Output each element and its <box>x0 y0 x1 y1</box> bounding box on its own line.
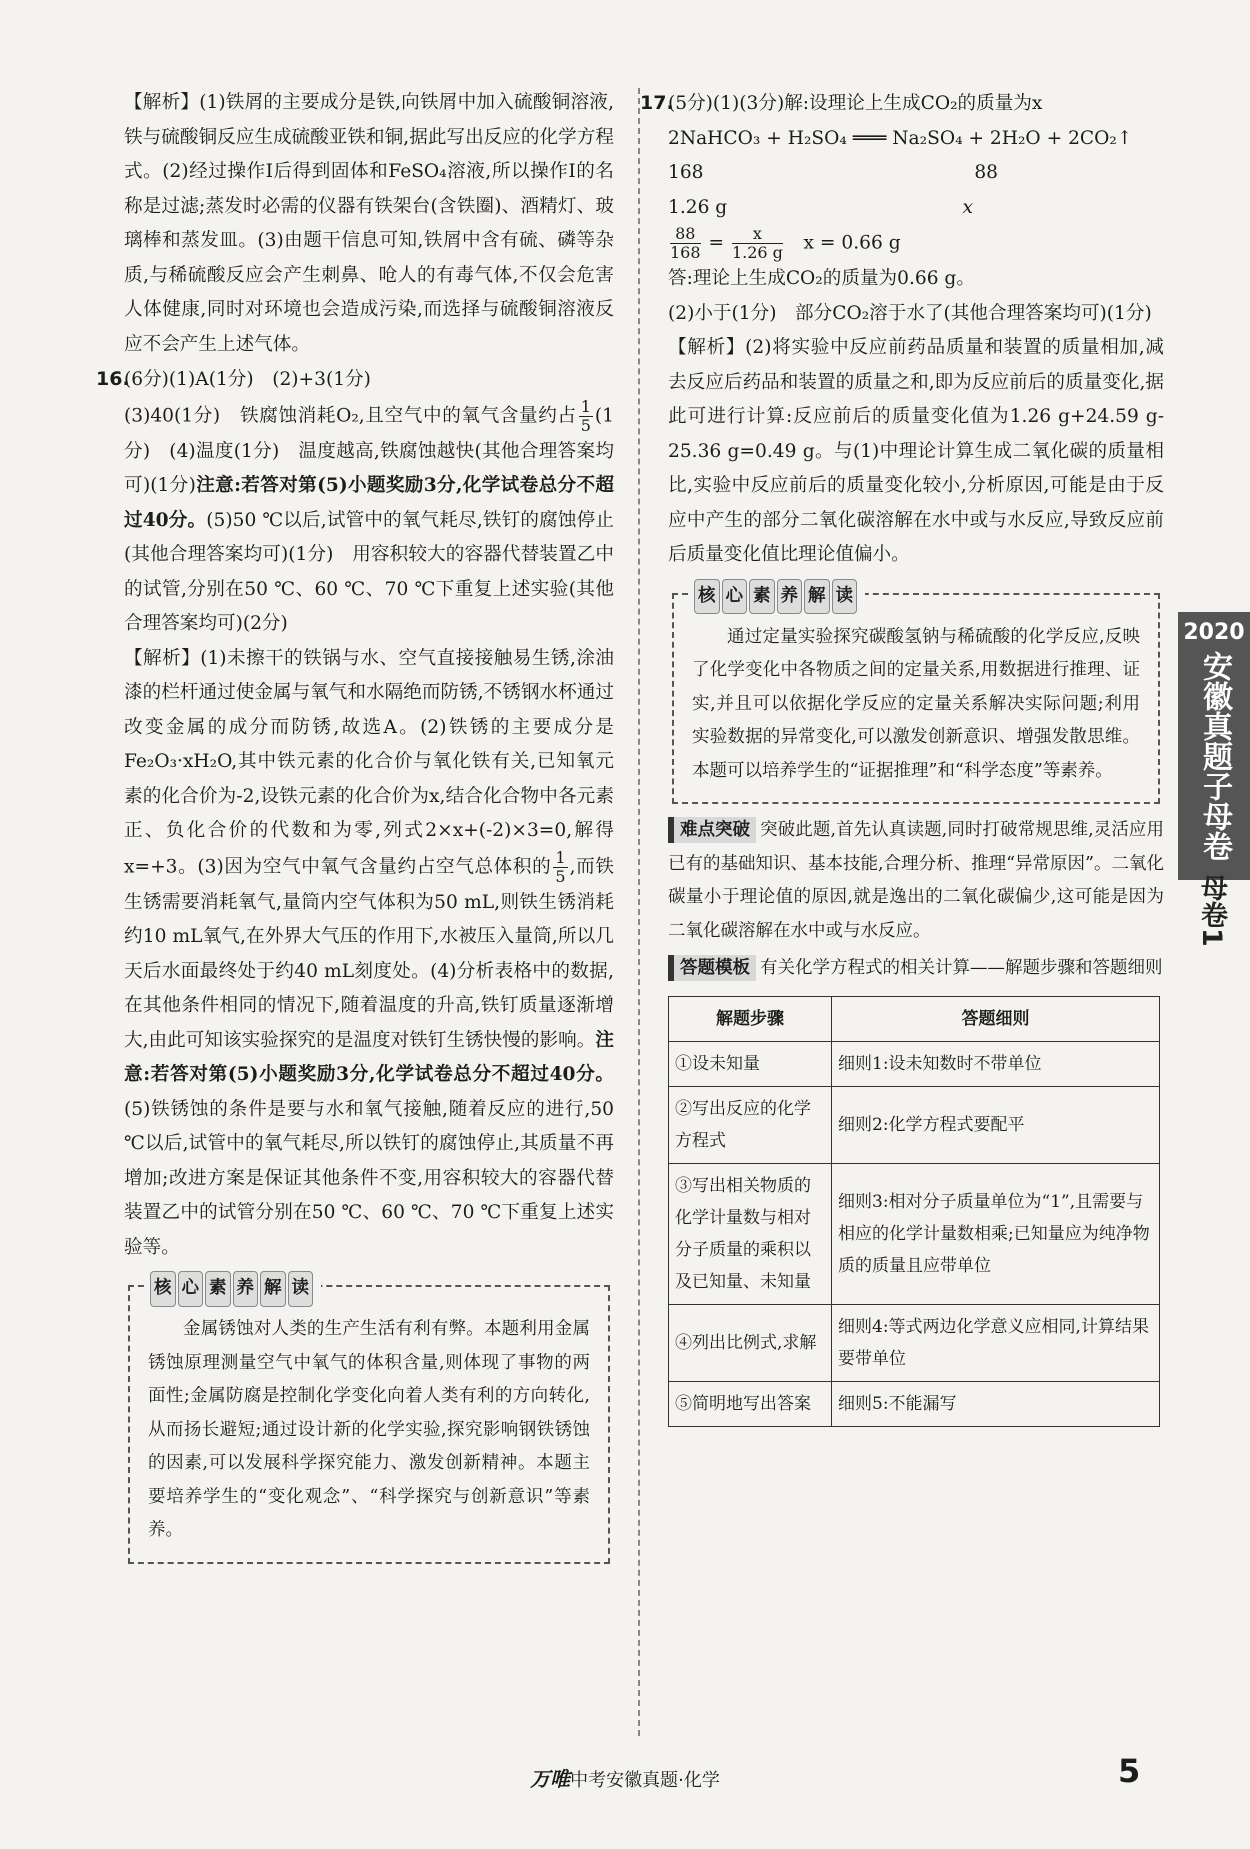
table-row <box>669 1304 1160 1381</box>
mass-row <box>668 156 998 191</box>
analysis-q16 <box>124 642 614 1266</box>
solution-steps-table <box>668 996 1160 1427</box>
equation-equals: ═══ <box>852 127 887 149</box>
ratio-left-num: 88 <box>670 225 701 244</box>
ratio-right <box>732 225 783 262</box>
table-header: 答题细则 <box>832 996 1160 1041</box>
mass-co2: 88 <box>974 162 998 183</box>
sidebar-year: 2020 <box>1183 620 1245 645</box>
page-number: 5 <box>1118 1752 1141 1790</box>
value-row <box>668 191 973 226</box>
difficulty-text: 突破此题,首先认真读题,同时打破常规思维,灵活应用已有的基础知识、基本技能,合理分析、推理“异常原因”。二氧化碳量小于理论值的原因,就是逸出的二氧化碳偏少,这可能是因为二氧化碳溶解在水中或与水反应。 <box>668 820 1164 941</box>
fraction-numerator: 1 <box>580 396 591 416</box>
difficulty-tag: 难点突破 <box>668 817 756 843</box>
q17-part-b: (2)小于(1分) 部分CO₂溶于水了(其他合理答案均可)(1分) <box>668 302 1152 324</box>
left-column <box>96 86 615 1574</box>
sidebar-tab <box>1178 612 1250 880</box>
title-char: 读 <box>832 579 858 615</box>
bonus-note-1: 注意:若答对第(5)小题奖励3分,化学试卷总分不超过40分。 <box>124 475 615 531</box>
value-unknown: x <box>962 196 973 218</box>
sidebar-title: 安徽真题子母卷 <box>1197 651 1232 861</box>
title-char: 解 <box>804 579 830 615</box>
equation-products: Na₂SO₄ + 2H₂O + 2CO₂↑ <box>892 127 1133 149</box>
ratio-right-den: 1.26 g <box>731 243 783 262</box>
analysis-q16-b: ,而铁生锈需要消耗氧气,量筒内空气体积为50 mL,则铁生锈消耗约10 mL氧气,在外界大气压的作用下,水被压入量筒,所以几天后水面最终处于约40 mL刻度处。(4)分析表格中的数据,在其他条件相同的情况下,随着温度的升高,铁钉质量逐渐增大,由此可知该实验探究的是温度对铁钉生锈快慢的影响。 <box>124 856 614 1051</box>
table-cell: ①设未知量 <box>669 1041 832 1086</box>
mass-nahco3: 168 <box>668 162 704 183</box>
core-literacy-box-left <box>128 1278 610 1564</box>
table-cell: 细则3:相对分子质量单位为“1”,且需要与相应的化学计量数相乘;已知量应为纯净物质的质量且应带单位 <box>832 1163 1160 1304</box>
q16-answer <box>96 362 614 398</box>
ratio-result: x = 0.66 g <box>803 232 901 254</box>
table-cell: 细则1:设未知数时不带单位 <box>832 1041 1160 1086</box>
fraction-one-fifth <box>579 398 593 435</box>
title-char: 养 <box>777 579 803 615</box>
title-char: 核 <box>694 579 720 615</box>
footer-brand: 万唯 <box>530 1767 571 1791</box>
q16-part-a: (6分)(1)A(1分) (2)+3(1分) <box>124 369 371 390</box>
title-char: 养 <box>233 1271 259 1307</box>
template-section <box>668 952 1164 986</box>
q17-conclusion: 答:理论上生成CO₂的质量为0.66 g。 <box>668 268 975 289</box>
title-char: 素 <box>749 579 775 615</box>
chemical-equation <box>668 122 1164 157</box>
ratio-left-den: 168 <box>670 243 701 262</box>
title-char: 核 <box>150 1271 176 1307</box>
table-cell: 细则2:化学方程式要配平 <box>832 1086 1160 1163</box>
table-row <box>669 1086 1160 1163</box>
q17-answer <box>640 86 1164 122</box>
core-literacy-text: 通过定量实验探究碳酸氢钠与稀硫酸的化学反应,反映了化学变化中各物质之间的定量关系,用数据进行推理、证实,并且可以依据化学反应的定量关系解决实际问题;利用实验数据的异常变化,可以激发创新意识、增强发散思维。本题可以培养学生的“证据推理”和“科学态度”等素养。 <box>692 626 1140 781</box>
template-text: 有关化学方程式的相关计算——解题步骤和答题细则 <box>760 958 1163 978</box>
difficulty-section <box>668 814 1164 948</box>
sidebar-subtitle: 母卷1 <box>1196 874 1227 947</box>
column-divider <box>638 88 640 1736</box>
core-literacy-title <box>688 579 865 615</box>
fraction-one-fifth-2 <box>553 849 567 886</box>
table-cell: ④列出比例式,求解 <box>669 1304 832 1381</box>
table-cell: 细则5:不能漏写 <box>832 1381 1160 1426</box>
fraction-denominator: 5 <box>555 866 566 886</box>
q16-part-b: (3)40(1分) 铁腐蚀消耗O₂,且空气中的氧气含量约占 <box>124 405 577 426</box>
table-cell: ③写出相关物质的化学计量数与相对分子质量的乘积以及已知量、未知量 <box>669 1163 832 1304</box>
q17-part-a: (5分)(1)(3分)解:设理论上生成CO₂的质量为x <box>668 93 1043 114</box>
analysis-q16-a: 【解析】(1)未擦干的铁锅与水、空气直接接触易生锈,涂油漆的栏杆通过使金属与氧气和水隔绝而防锈,不锈钢水杯通过改变金属的成分而防锈,故选A。(2)铁锈的主要成分是Fe₂O₃·xH₂O,其中铁元素的化合价与氧化铁有关,已知氧元素的化合价为-2,设铁元素的化合价为x,结合化合物中各元素正、负化合价的代数和为零,列式2×x+(-2)×3=0,解得x=+3。(3)因为空气中氧气含量约占空气总体积的 <box>124 647 614 877</box>
footer-text: 中考安徽真题·化学 <box>570 1770 720 1791</box>
ratio-right-num: x <box>732 225 783 244</box>
table-row <box>669 1381 1160 1426</box>
q17-number: 17. <box>640 92 674 114</box>
template-tag: 答题模板 <box>668 955 756 981</box>
table-row <box>669 1163 1160 1304</box>
right-column <box>640 86 1164 1427</box>
analysis-q16-c: (5)铁锈蚀的条件是要与水和氧气接触,随着反应的进行,50 ℃以后,试管中的氧气耗尽,所以铁钉的腐蚀停止,其质量不再增加;改进方案是保证其他条件不变,用容积较大的容器代替装置乙中的试管分别在50 ℃、60 ℃、70 ℃下重复上述实验等。 <box>124 1098 614 1258</box>
equation-reactants: 2NaHCO₃ + H₂SO₄ <box>668 127 847 149</box>
fraction-denominator: 5 <box>580 415 591 435</box>
analysis-q17: 【解析】(2)将实验中反应前药品质量和装置的质量相加,减去反应后药品和装置的质量之和,即为反应前后的质量变化,据此可进行计算:反应前后的质量变化值为1.26 g+24.59 g-25.36 g=0.49 g。与(1)中理论计算生成二氧化碳的质量相比,实验中反应前后的质量变化较小,分析原因,可能是由于反应中产生的部分二氧化碳溶解在水中或与水反应,导致反应前后质量变化值比理论值偏小。 <box>668 337 1164 565</box>
core-literacy-box-right <box>672 585 1160 805</box>
bonus-note-2: 注意:若答对第(5)小题奖励3分,化学试卷总分不超过40分。 <box>124 1029 614 1085</box>
table-header-row <box>669 996 1160 1041</box>
q16-number: 16. <box>96 368 130 390</box>
ratio-equation: $\frac{88}{168}$ = $\frac{x}{1.26 g}$ x = 0.66 g <box>670 224 901 262</box>
table-row <box>669 1041 1160 1086</box>
title-char: 心 <box>178 1271 204 1307</box>
q16-part-d: (5)50 ℃以后,试管中的氧气耗尽,铁钉的腐蚀停止(其他合理答案均可)(1分) 用容积较大的容器代替装置乙中的试管,分别在50 ℃、60 ℃、70 ℃下重复上述实验(其他合理答案均可)(2分) <box>124 509 614 634</box>
core-literacy-title <box>144 1271 321 1307</box>
core-literacy-text: 金属锈蚀对人类的生产生活有利有弊。本题利用金属锈蚀原理测量空气中氧气的体积含量,则体现了事物的两面性;金属防腐是控制化学变化向着人类有利的方向转化,从而扬长避短;通过设计新的化学实验,探究影响钢铁锈蚀的因素,可以发展科学探究能力、激发创新精神。本题主要培养学生的“变化观念”、“科学探究与创新意识”等素养。 <box>148 1319 590 1540</box>
title-char: 读 <box>288 1271 314 1307</box>
q16-part-b-block <box>124 398 614 642</box>
ratio-left <box>670 225 701 262</box>
title-char: 心 <box>722 579 748 615</box>
table-cell: 细则4:等式两边化学意义应相同,计算结果要带单位 <box>832 1304 1160 1381</box>
table-cell: ⑤简明地写出答案 <box>669 1381 832 1426</box>
title-char: 解 <box>260 1271 286 1307</box>
fraction-numerator: 1 <box>555 847 566 867</box>
analysis-q15: 【解析】(1)铁屑的主要成分是铁,向铁屑中加入硫酸铜溶液,铁与硫酸铜反应生成硫酸亚铁和铜,据此写出反应的化学方程式。(2)经过操作Ⅰ后得到固体和FeSO₄溶液,所以操作Ⅰ的名称是过滤;蒸发时必需的仪器有铁架台(含铁圈)、酒精灯、玻璃棒和蒸发皿。(3)由题干信息可知,铁屑中含有硫、磷等杂质,与稀硫酸反应会产生刺鼻、呛人的有毒气体,不仅会危害人体健康,同时对环境也会造成污染,而选择与硫酸铜溶液反应不会产生上述气体。 <box>124 92 614 355</box>
title-char: 素 <box>205 1271 231 1307</box>
page-footer <box>0 1763 1250 1792</box>
table-cell: ②写出反应的化学方程式 <box>669 1086 832 1163</box>
value-known: 1.26 g <box>668 196 728 218</box>
q16-part-c: (1分) (4)温度(1分) 温度越高,铁腐蚀越快(其他合理答案均可)(1分) <box>124 405 614 496</box>
table-header: 解题步骤 <box>669 996 832 1041</box>
